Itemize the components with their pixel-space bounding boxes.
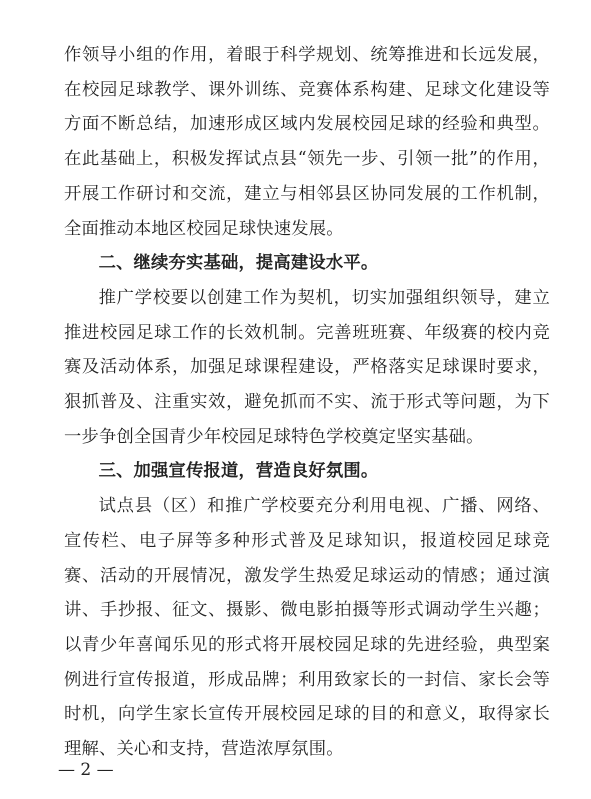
page-number: — 2 — [58,760,114,780]
paragraph-section-3: 试点县（区）和推广学校要充分利用电视、广播、网络、宣传栏、电子屏等多种形式普及足球知识，报道校园足球竞赛、活动的开展情况，激发学生热爱足球运动的情感；通过演讲、手抄报、征文、摄影、微电影拍摄等形式调动学生兴趣；以青少年喜闻乐见的形式将开展校园足球的先进经验，典型案例进行宣传报道，形成品牌；利用致家长的一封信、家长会等时机，向学生家长宣传开展校园足球的目的和意义，取得家长理解、关心和支持，营造浓厚氛围。 [64,496,550,760]
section-heading-3: 三、加强宣传报道，营造良好氛围。 [98,461,379,482]
paragraph-continuation: 作领导小组的作用，着眼于科学规划、统筹推进和长远发展，在校园足球教学、课外训练、竞赛体系构建、足球文化建设等方面不断总结，加速形成区域内发展校园足球的经验和典型。在此基础上，积极发挥试点县“领先一步、引领一批”的作用，开展工作研讨和交流，建立与相邻县区协同发展的工作机制，全面推动本地区校园足球快速发展。 [64,45,550,239]
paragraph-section-2: 推广学校要以创建工作为契机，切实加强组织领导，建立推进校园足球工作的长效机制。完善班班赛、年级赛的校内竞赛及活动体系，加强足球课程建设，严格落实足球课时要求，狠抓普及、注重实效，避免抓而不实、流于形式等问题，为下一步争创全国青少年校园足球特色学校奠定坚实基础。 [64,287,550,447]
document-body [64,38,550,767]
section-heading-2: 二、继续夯实基础，提高建设水平。 [98,253,379,274]
